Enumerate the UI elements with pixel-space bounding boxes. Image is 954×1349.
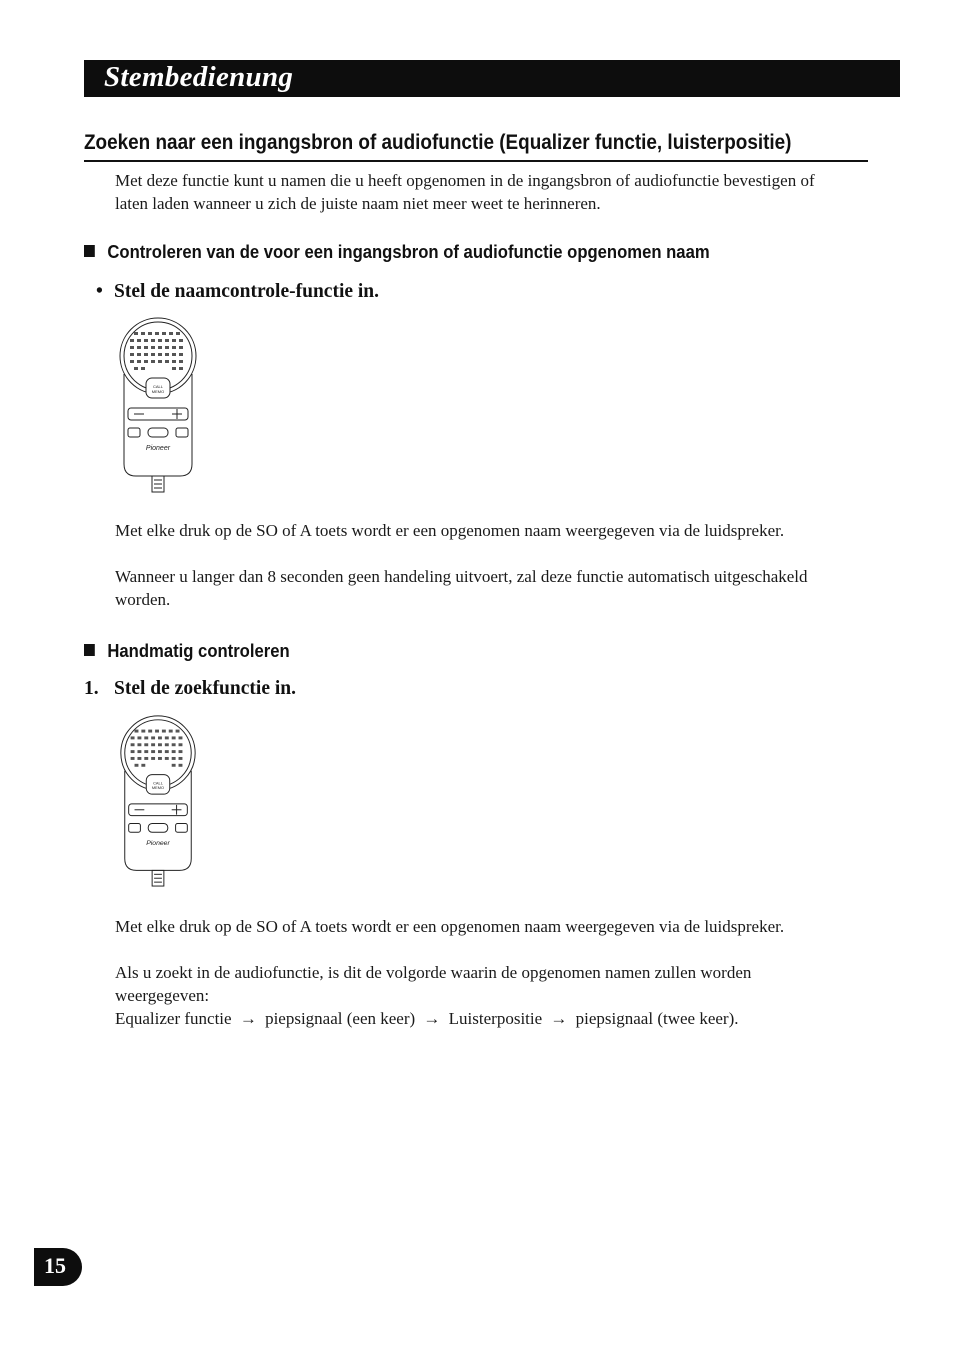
svg-text:Pioneer: Pioneer bbox=[145, 445, 171, 452]
sub2-step bbox=[84, 678, 296, 700]
header-bar bbox=[84, 60, 900, 97]
sub1-para1-text: Met elke druk op de SO of A toets wordt er een opgenomen naam weergegeven via de luidspreker. bbox=[115, 521, 785, 540]
section-title: Zoeken naar een ingangsbron of audiofunctie (Equalizer functie, luisterpositie) bbox=[84, 130, 792, 154]
sub1-step-text: Stel de naamcontrole-functie in. bbox=[114, 281, 380, 302]
sequence-item: piepsignaal (een keer) bbox=[265, 1009, 416, 1028]
sub2-heading-text: Handmatig controleren bbox=[107, 640, 290, 661]
sub1-step-marker: • bbox=[96, 281, 103, 302]
page-number-tab bbox=[34, 1248, 82, 1286]
remote-control-illustration bbox=[116, 712, 200, 888]
svg-text:MEMO: MEMO bbox=[151, 785, 165, 791]
sequence-item: Luisterpositie bbox=[448, 1009, 543, 1028]
sub2-para2-text: Als u zoekt in de audiofunctie, is dit de volgorde waarin de opgenomen namen zullen worden weergegeven: bbox=[115, 963, 752, 1005]
arrow-right-icon: → bbox=[239, 1009, 257, 1028]
remote-control-illustration bbox=[116, 314, 200, 494]
sub2-step-marker: 1. bbox=[84, 678, 99, 699]
svg-text:MEMO: MEMO bbox=[151, 389, 165, 394]
sequence-item: Equalizer functie bbox=[115, 1009, 232, 1028]
sequence-line bbox=[115, 1007, 845, 1030]
intro-text: Met deze functie kunt u namen die u heeft opgenomen in de ingangsbron of audiofunctie bevestigen of laten laden wanneer u zich de juiste naam niet meer weet te herinneren. bbox=[115, 171, 815, 213]
arrow-right-icon: → bbox=[550, 1009, 568, 1028]
section-rule bbox=[84, 160, 868, 162]
page-number: 15 bbox=[44, 1253, 66, 1278]
sequence-item: piepsignaal (twee keer). bbox=[575, 1009, 739, 1028]
svg-text:Pioneer: Pioneer bbox=[146, 839, 170, 847]
sub1-heading-text: Controleren van de voor een ingangsbron of audiofunctie opgenomen naam bbox=[107, 241, 710, 262]
sub2-step-text: Stel de zoekfunctie in. bbox=[114, 678, 296, 699]
intro-paragraph bbox=[115, 169, 845, 215]
sub1-step bbox=[96, 281, 379, 303]
sub1-paragraph-1 bbox=[115, 519, 845, 542]
arrow-right-icon: → bbox=[423, 1009, 441, 1028]
header-title: Stembedienung bbox=[104, 61, 294, 93]
square-bullet-icon bbox=[84, 644, 95, 656]
sub2-paragraph-1 bbox=[115, 915, 845, 938]
sub1-para2-text: Wanneer u langer dan 8 seconden geen handeling uitvoert, zal deze functie automatisch uitgeschakeld worden. bbox=[115, 567, 808, 609]
svg-text:CALL: CALL bbox=[153, 780, 163, 786]
sub2-para1-text: Met elke druk op de SO of A toets wordt er een opgenomen naam weergegeven via de luidspreker. bbox=[115, 917, 785, 936]
svg-text:CALL: CALL bbox=[152, 384, 164, 389]
sub1-paragraph-2 bbox=[115, 565, 845, 611]
sub2-heading bbox=[84, 640, 290, 662]
square-bullet-icon bbox=[84, 245, 95, 257]
sub2-paragraph-2 bbox=[115, 961, 845, 1007]
sub1-heading bbox=[84, 241, 710, 263]
